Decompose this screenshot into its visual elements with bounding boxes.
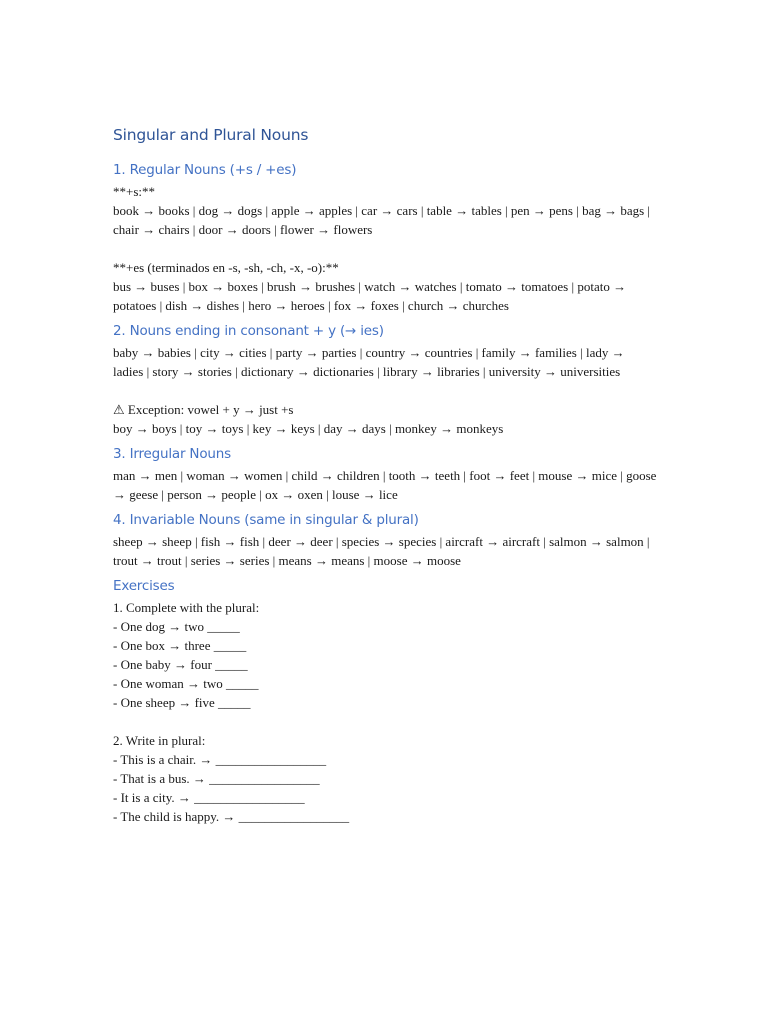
exercise-2-item: - It is a city. → _________________ — [113, 790, 305, 805]
heading-irregular-nouns: 3. Irregular Nouns — [113, 446, 231, 462]
exercise-1-item: - One woman → two _____ — [113, 676, 259, 691]
heading-invariable-nouns: 4. Invariable Nouns (same in singular & plural) — [113, 512, 419, 528]
exercise-2-item: - This is a chair. → _________________ — [113, 752, 327, 767]
blank-line — [113, 712, 658, 731]
label-plus-s: **+s:** — [113, 184, 156, 199]
document-title: Singular and Plural Nouns — [113, 126, 309, 144]
section-regular-nouns — [113, 160, 658, 315]
exercise-1-item: - One sheep → five _____ — [113, 695, 251, 710]
label-plus-es: **+es (terminados en -s, -sh, -ch, -x, -o):** — [113, 260, 339, 275]
text-plus-s-examples: book → books | dog → dogs | apple → apples | car → cars | table → tables | pen → pens | bag → bags | chair → chairs | door → doors | flower → flowers — [113, 203, 651, 237]
blank-line — [113, 381, 658, 400]
exercise-1-item: - One dog → two _____ — [113, 619, 240, 634]
exercise-1-item: - One baby → four _____ — [113, 657, 248, 672]
section-invariable-nouns — [113, 510, 658, 570]
heading-consonant-y: 2. Nouns ending in consonant + y (→ ies) — [113, 323, 384, 339]
document-page — [113, 124, 658, 832]
section-exercises — [113, 576, 658, 826]
text-plus-es-examples: bus → buses | box → boxes | brush → brushes | watch → watches | tomato → tomatoes | potato → potatoes | dish → dishes | hero → heroes | fox → foxes | church → churches — [113, 279, 627, 313]
blank-line — [113, 239, 658, 258]
exercise-2-title: 2. Write in plural: — [113, 733, 206, 748]
section-consonant-y — [113, 321, 658, 438]
exercise-1-item: - One box → three _____ — [113, 638, 247, 653]
label-exception: ⚠ Exception: vowel + y → just +s — [113, 402, 294, 417]
text-irregular-examples: man → men | woman → women | child → children | tooth → teeth | foot → feet | mouse → mice | goose → geese | person → people | ox → oxen | louse → lice — [113, 468, 657, 502]
heading-regular-nouns: 1. Regular Nouns (+s / +es) — [113, 162, 297, 178]
text-exception-examples: boy → boys | toy → toys | key → keys | day → days | monkey → monkeys — [113, 421, 504, 436]
heading-exercises: Exercises — [113, 578, 175, 594]
text-consonant-y-examples: baby → babies | city → cities | party → parties | country → countries | family → families | lady → ladies | story → stories | dictionary → dictionaries | library → libraries | university → universities — [113, 345, 625, 379]
exercise-2-item: - That is a bus. → _________________ — [113, 771, 320, 786]
section-irregular-nouns — [113, 444, 658, 504]
exercise-2-item: - The child is happy. → _________________ — [113, 809, 350, 824]
exercise-1-title: 1. Complete with the plural: — [113, 600, 260, 615]
text-invariable-examples: sheep → sheep | fish → fish | deer → deer | species → species | aircraft → aircraft | salmon → salmon | trout → trout | series → series | means → means | moose → moose — [113, 534, 650, 568]
